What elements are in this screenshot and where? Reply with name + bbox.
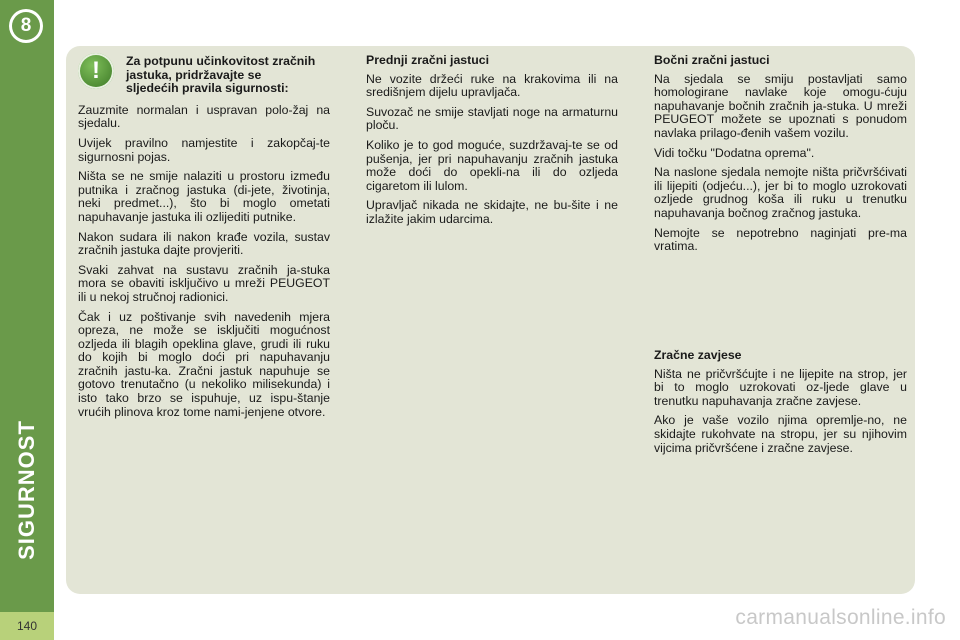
front-airbags-paragraph: Koliko je to god moguće, suzdržavaj-te se od pušenja, jer pri napuhavanju zračnih jastuka može doći do opekli-na ili do ozljeda cigaretom ili lulom. xyxy=(366,137,618,193)
watermark: carmanualsonline.info xyxy=(735,606,946,629)
section-title xyxy=(2,380,52,600)
curtain-airbags-heading: Zračne zavjese xyxy=(654,348,742,362)
side-airbags-paragraph: Na sjedala se smiju postavljati samo homologirane navlake koje omogu-ćuju napuhavanje bočnih zračnih ja-stuka. U mreži PEUGEOT možete se upoznati s ponudom navlaka prilago-đenih vašem vozilu. xyxy=(654,71,907,140)
chapter-number: 8 xyxy=(12,12,40,40)
warning-paragraph: Ništa se ne smije nalaziti u prostoru između putnika i zračnog jastuka (di-jete, životinja, neki predmet...), što bi moglo ometati napuhavanje jastuka ili ozlijediti putnike. xyxy=(78,169,330,224)
front-airbags-paragraph: Ne vozite držeći ruke na krakovima ili na središnjem dijelu upravljača. xyxy=(366,71,618,100)
warning-paragraph: Svaki zahvat na sustavu zračnih ja-stuka mora se obaviti isključivo u mreži PEUGEOT ili u nekoj stručnoj radionici. xyxy=(78,262,330,304)
front-airbags-paragraph: Suvozač ne smije stavljati noge na armaturnu ploču. xyxy=(366,104,618,133)
side-airbags-paragraph: Vidi točku "Dodatna oprema". xyxy=(654,145,815,160)
warning-title: Za potpunu učinkovitost zračnih jastuka, pridržavajte se sljedećih pravila sigurnosti: xyxy=(126,54,316,96)
side-airbags-heading: Bočni zračni jastuci xyxy=(654,53,770,67)
front-airbags-column xyxy=(366,54,618,233)
curtain-airbags-section xyxy=(654,349,907,461)
warning-paragraph: Nakon sudara ili nakon krađe vozila, sustav zračnih jastuka dajte provjeriti. xyxy=(78,229,330,258)
warning-paragraph: Čak i uz poštivanje svih navedenih mjera opreza, ne može se isključiti mogućnost ozljeda ili blagih opeklina glave, grudi ili ruku do kojih bi moglo doći pri napuhavanju zračnih jastu-ka. Zračni jastuk napuhuje se gotovo trenutačno (u nekoliko milisekunda) i isto tako brzo se ispuhuje, uz ispu-štanje vrućih plinova kroz tome nami-jenjene otvore. xyxy=(78,309,330,419)
side-airbags-paragraph: Na naslone sjedala nemojte ništa pričvršćivati ili lijepiti (odjeću...), jer bi to moglo uzrokovati ozljede grudnog koša ili ruku u trenutku napuhavanja bočnog zračnog jastuka. xyxy=(654,165,907,220)
section-title-text: SIGURNOST xyxy=(14,420,40,560)
warning-paragraph: Uvijek pravilno namjestite i zakopčaj-te sigurnosni pojas. xyxy=(78,135,330,164)
page-number: 140 xyxy=(16,619,38,633)
page-number-box xyxy=(0,612,54,640)
front-airbags-paragraph: Upravljač nikada ne skidajte, ne bu-šite i ne izlažite jakim udarcima. xyxy=(366,198,618,226)
chapter-sidebar xyxy=(0,0,54,640)
warning-header xyxy=(78,55,330,96)
chapter-badge xyxy=(9,9,43,43)
curtain-airbags-paragraph: Ništa ne pričvršćujte i ne lijepite na strop, jer bi to moglo uzrokovati oz-ljede glave u trenutku napuhavanja zračne zavjese. xyxy=(654,366,907,408)
curtain-airbags-paragraph: Ako je vaše vozilo njima opremlje-no, ne skidajte rukohvate na stropu, jer su njihovim vijcima pričvršćene i zračne zavjese. xyxy=(654,413,907,455)
exclamation-icon: ! xyxy=(78,53,114,89)
warning-paragraph: Zauzmite normalan i uspravan polo-žaj na sjedalu. xyxy=(78,102,330,131)
warning-column xyxy=(78,55,330,425)
side-airbags-column xyxy=(654,54,907,260)
side-airbags-paragraph: Nemojte se nepotrebno naginjati pre-ma vratima. xyxy=(654,225,907,254)
front-airbags-heading: Prednji zračni jastuci xyxy=(366,53,490,67)
